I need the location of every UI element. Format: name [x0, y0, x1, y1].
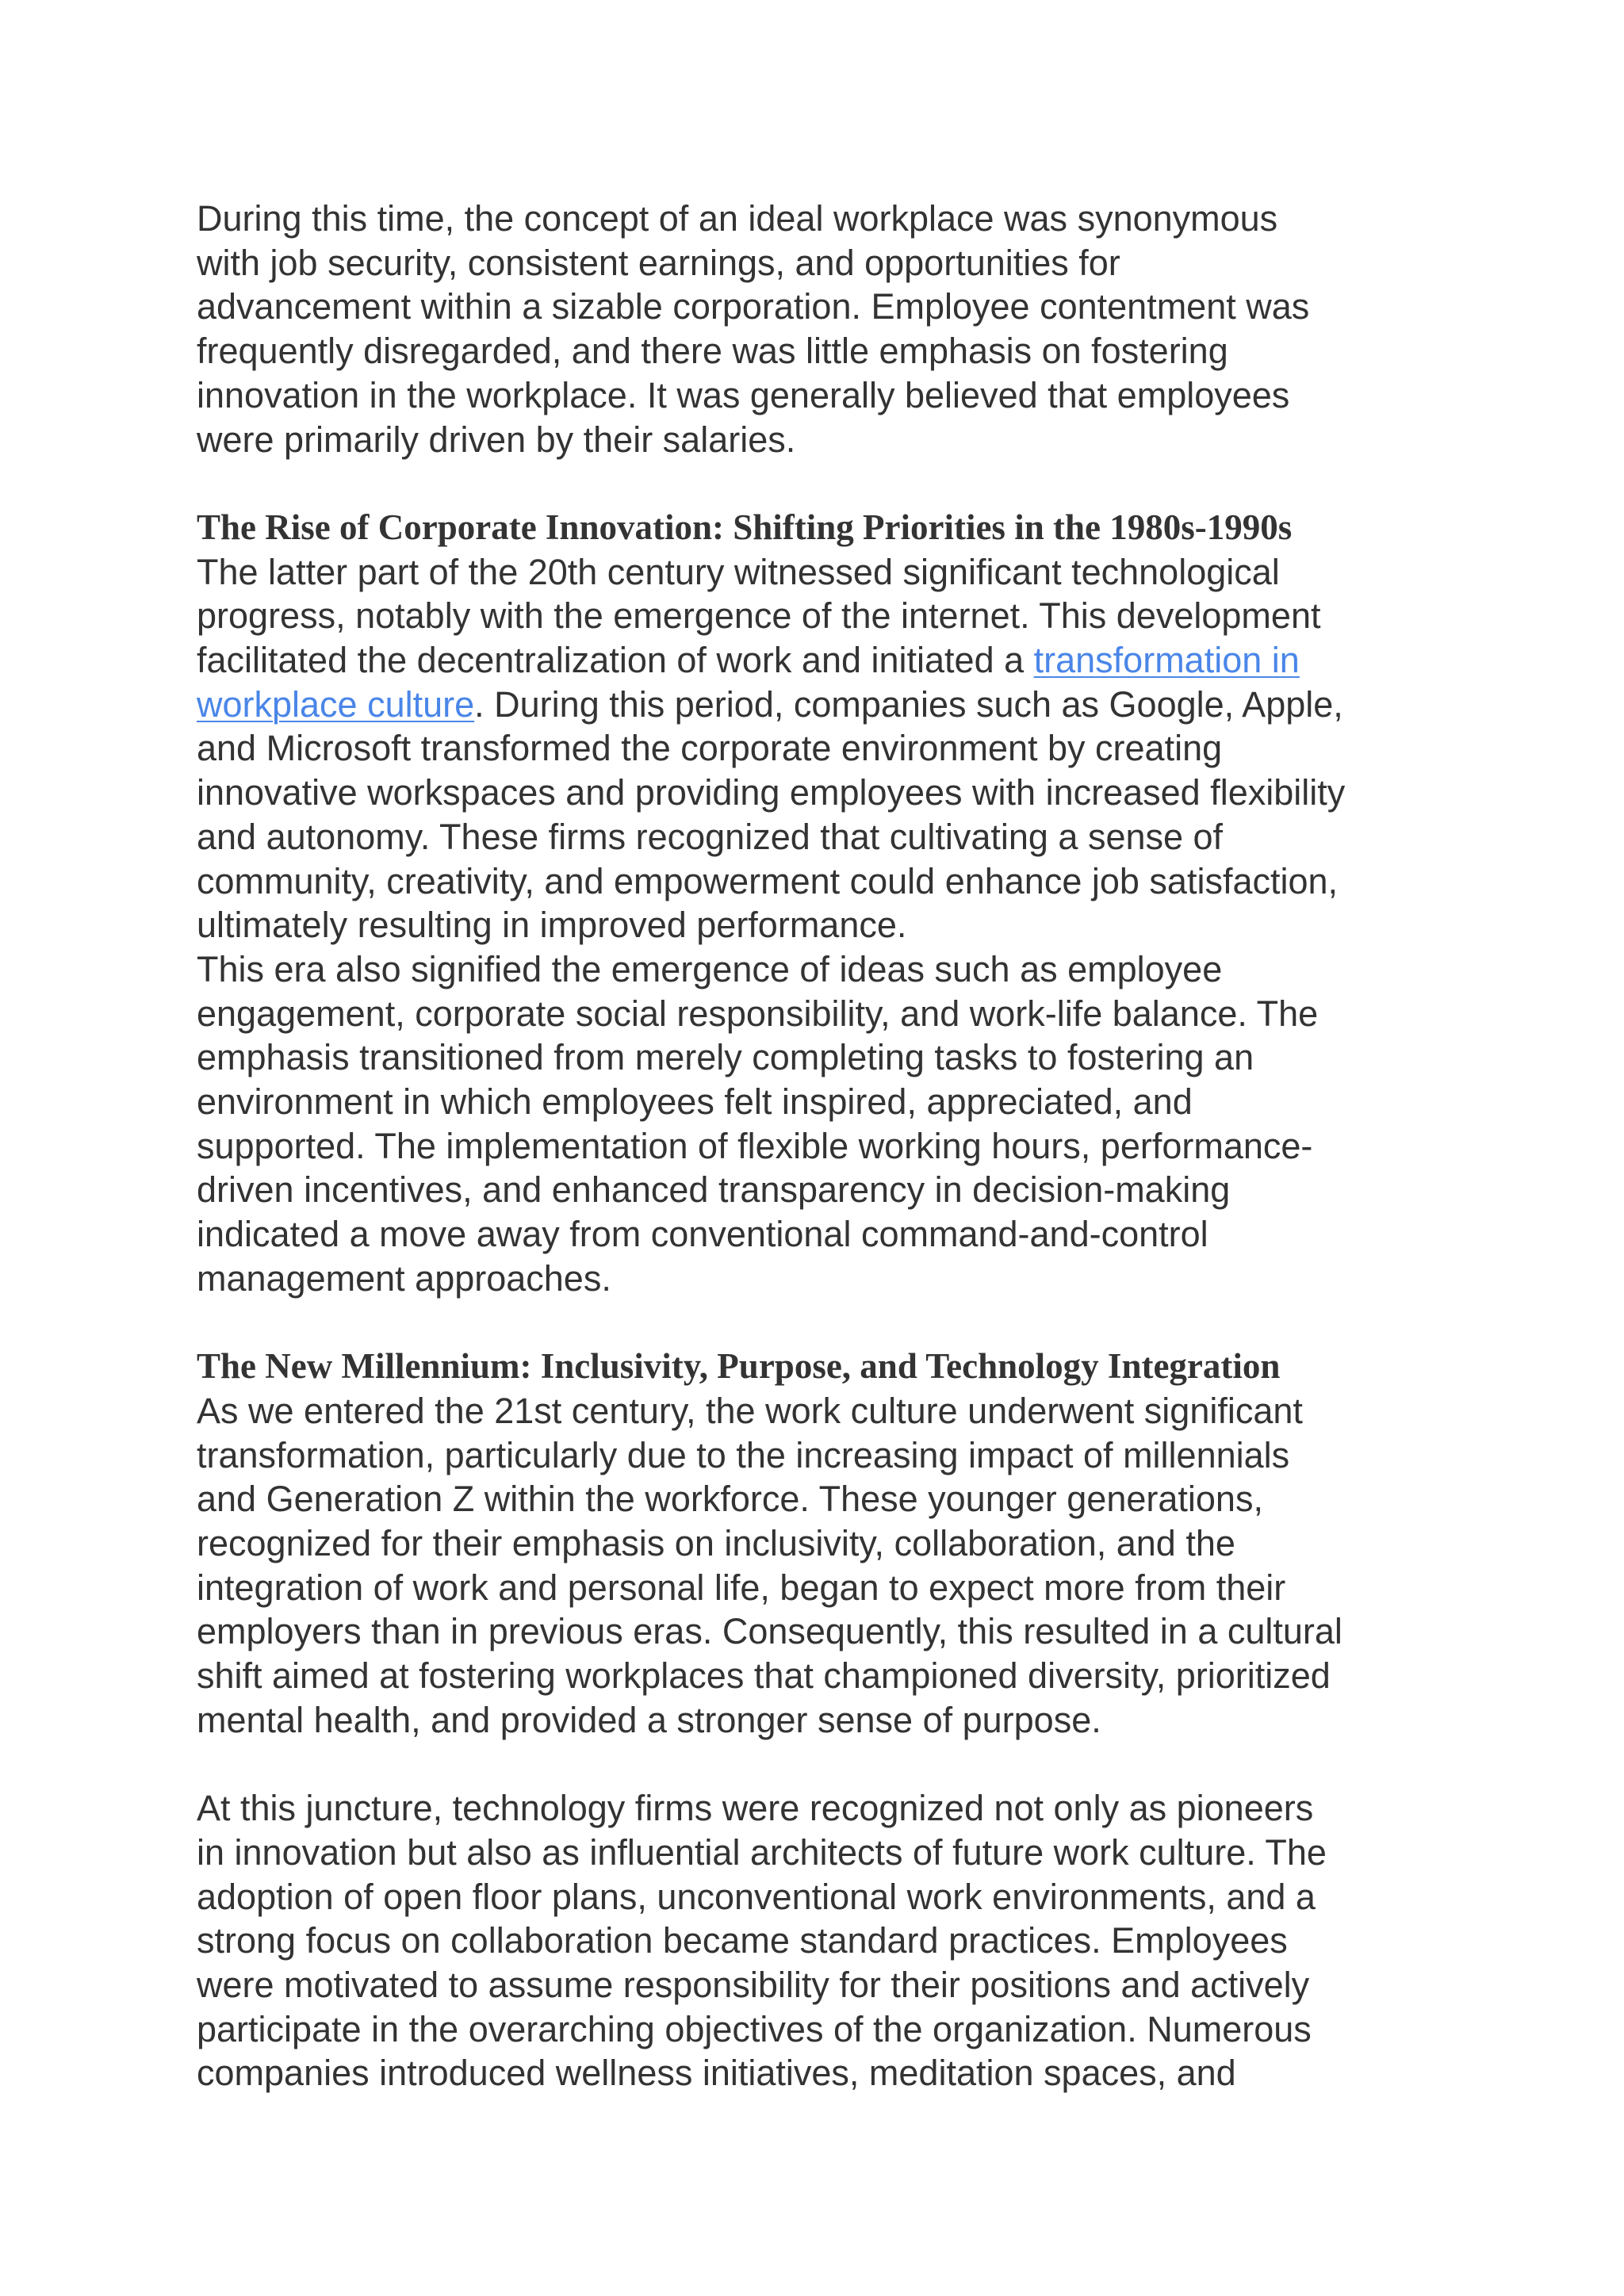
paragraph-spacer	[197, 1743, 1450, 1787]
text-line: As we entered the 21st century, the work culture underwent significant	[197, 1390, 1303, 1431]
section-heading-corporate-innovation: The Rise of Corporate Innovation: Shifting Priorities in the 1980s-1990s	[197, 507, 1293, 547]
text-line: companies introduced wellness initiatives, meditation spaces, and	[197, 2053, 1236, 2094]
text-line: and Generation Z within the workforce. These younger generations,	[197, 1479, 1263, 1520]
document-body	[197, 197, 1450, 2095]
text-line: strong focus on collaboration became standard practices. Employees	[197, 1920, 1288, 1961]
text-line: During this time, the concept of an ideal workplace was synonymous	[197, 198, 1278, 239]
text-line: emphasis transitioned from merely completing tasks to fostering an	[197, 1037, 1254, 1078]
text-segment: . During this period, companies such as Google, Apple,	[474, 683, 1343, 725]
text-line: mental health, and provided a stronger sense of purpose.	[197, 1699, 1101, 1740]
text-line: frequently disregarded, and there was little emphasis on fostering	[197, 331, 1228, 372]
workplace-culture-link[interactable]: transformation in	[1033, 640, 1300, 681]
text-line: adoption of open floor plans, unconventional work environments, and a	[197, 1876, 1316, 1917]
text-line	[197, 683, 1450, 727]
text-line: ultimately resulting in improved performance.	[197, 905, 907, 946]
text-line: driven incentives, and enhanced transparency in decision-making	[197, 1169, 1231, 1211]
text-segment: facilitated the decentralization of work and initiated a	[197, 640, 1034, 681]
text-line: engagement, corporate social responsibility, and work-life balance. The	[197, 993, 1319, 1034]
text-line: recognized for their emphasis on inclusivity, collaboration, and the	[197, 1523, 1235, 1564]
paragraph-technology-firms	[197, 1786, 1450, 2095]
text-line: supported. The implementation of flexible working hours, performance-	[197, 1125, 1313, 1166]
text-line: in innovation but also as influential architects of future work culture. The	[197, 1831, 1327, 1873]
paragraph-21st-century	[197, 1389, 1450, 1743]
text-line: community, creativity, and empowerment could enhance job satisfaction,	[197, 860, 1339, 901]
text-line: with job security, consistent earnings, and opportunities for	[197, 242, 1120, 283]
text-line: transformation, particularly due to the increasing impact of millennials	[197, 1434, 1290, 1475]
text-line: environment in which employees felt inspired, appreciated, and	[197, 1081, 1193, 1123]
text-line: integration of work and personal life, began to expect more from their	[197, 1567, 1286, 1608]
text-line: were motivated to assume responsibility for their positions and actively	[197, 1965, 1310, 2006]
text-line	[197, 638, 1450, 683]
paragraph-spacer	[197, 1301, 1450, 1345]
paragraph-ideal-workplace	[197, 197, 1450, 461]
text-line: management approaches.	[197, 1257, 611, 1299]
workplace-culture-link-continued[interactable]: workplace culture	[197, 683, 475, 725]
text-line: progress, notably with the emergence of the internet. This development	[197, 595, 1321, 637]
text-line: employers than in previous eras. Consequently, this resulted in a cultural	[197, 1611, 1342, 1652]
section-heading-new-millennium: The New Millennium: Inclusivity, Purpose, and Technology Integration	[197, 1346, 1281, 1387]
text-line: advancement within a sizable corporation. Employee contentment was	[197, 286, 1310, 327]
paragraph-technological-progress	[197, 550, 1450, 947]
text-line: were primarily driven by their salaries.	[197, 419, 796, 460]
text-line: innovation in the workplace. It was generally believed that employees	[197, 374, 1290, 415]
text-line: and autonomy. These firms recognized that cultivating a sense of	[197, 816, 1224, 857]
text-line: The latter part of the 20th century witnessed significant technological	[197, 551, 1280, 592]
paragraph-spacer	[197, 461, 1450, 506]
paragraph-employee-engagement	[197, 947, 1450, 1301]
text-line: At this juncture, technology firms were recognized not only as pioneers	[197, 1788, 1314, 1829]
text-line: indicated a move away from conventional command-and-control	[197, 1214, 1208, 1255]
text-line: and Microsoft transformed the corporate environment by creating	[197, 728, 1223, 769]
text-line: shift aimed at fostering workplaces that championed diversity, prioritized	[197, 1655, 1331, 1697]
text-line: participate in the overarching objectives of the organization. Numerous	[197, 2008, 1312, 2049]
text-line: innovative workspaces and providing employees with increased flexibility	[197, 772, 1346, 813]
text-line: This era also signified the emergence of ideas such as employee	[197, 948, 1223, 989]
